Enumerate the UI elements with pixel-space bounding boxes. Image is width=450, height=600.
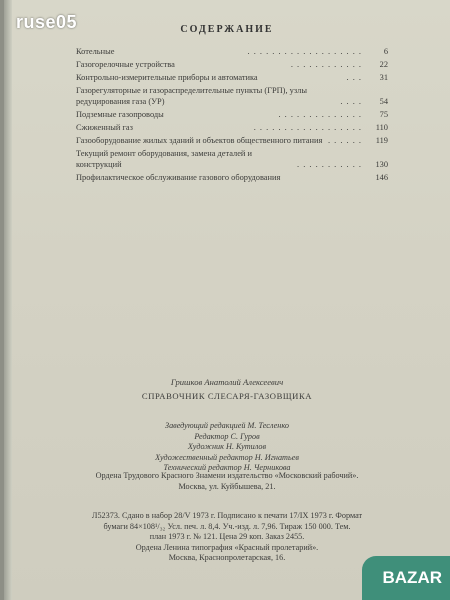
toc-entry: [76, 122, 388, 134]
toc-entry-dots: . . . . . . . . . . . . . .: [278, 110, 362, 120]
toc-entry-page: 6: [383, 47, 388, 56]
publisher-line: Ордена Трудового Красного Знамени издательство «Московский рабочий».: [95, 471, 359, 480]
toc-entry-dots: . . . . . . . . . . .: [297, 160, 362, 170]
toc-entry-text: Газооборудование жилых зданий и объектов общественного питания: [76, 135, 323, 145]
toc-title: СОДЕРЖАНИЕ: [180, 24, 274, 35]
toc-entry-dots: . . .: [346, 72, 362, 82]
book-page: [4, 0, 450, 600]
toc-entry-page: 119: [375, 135, 388, 145]
book-title: СПРАВОЧНИК СЛЕСАРЯ-ГАЗОВЩИКА: [141, 391, 313, 401]
credit-line: Художник Н. Кутилов: [187, 442, 267, 451]
toc-entry-text: Подземные газопроводы: [76, 110, 164, 120]
page-edge-shadow: [4, 0, 12, 600]
toc-entry-text: Котельные: [76, 47, 115, 56]
credit-line: Редактор С. Гуров: [194, 431, 260, 441]
publisher-info: [4, 471, 450, 492]
publisher-line: Москва, ул. Куйбышева, 21.: [178, 481, 276, 491]
toc-entry: [76, 85, 388, 108]
toc-entry: [76, 59, 388, 71]
print-line: план 1973 г. № 121. Цена 29 коп. Заказ 2455.: [149, 532, 305, 541]
toc-entry-page: 31: [379, 72, 388, 82]
toc-entry: [76, 109, 388, 121]
toc-entry: [76, 72, 388, 84]
toc-entry-text: Текущий ремонт оборудования, замена деталей и конструкций: [76, 148, 252, 170]
toc-entry-text: Газорегуляторные и газораспределительные пункты (ГРП), узлы редуцирования газа (УР): [76, 85, 307, 107]
print-line: Ордена Ленина типография «Красный пролетарий».: [135, 542, 319, 552]
toc-entry-dots: . . . . . . . . . . . . . . . . . .: [253, 122, 362, 132]
print-line: Л52373. Сдано в набор 28/V 1973 г. Подписано к печати 17/IX 1973 г. Формат: [91, 511, 363, 520]
toc-entry-dots: . . . .: [340, 97, 362, 107]
credit-line: Технический редактор Н. Черникова: [163, 463, 291, 472]
print-line: Москва, Краснопролетарская, 16.: [168, 553, 286, 562]
toc-entry-text: Газогорелочные устройства: [76, 59, 175, 69]
toc-entry-page: 110: [375, 122, 388, 132]
toc-entry: [76, 172, 388, 184]
credit-line: Заведующий редакцией М. Тесленко: [165, 421, 289, 430]
toc-entry-text: Сжиженный газ: [76, 122, 133, 132]
toc-entry-page: 130: [375, 160, 388, 170]
toc-entry-page: 22: [379, 59, 388, 69]
credit-line: Художественный редактор Н. Игнатьев: [155, 452, 299, 462]
toc-entry: [76, 148, 388, 171]
editorial-credits: [4, 421, 450, 474]
bazar-badge-label: BAZAR: [382, 568, 442, 587]
watermark-logo: ruse05: [16, 12, 78, 32]
author-name: Гришков Анатолий Алексеевич: [170, 377, 284, 387]
toc-entry-text: Профилактическое обслуживание газового оборудования: [76, 173, 281, 183]
toc-entry-page: 54: [379, 97, 388, 107]
toc-entry-dots: . . . . . .: [327, 135, 362, 145]
toc-entry: [76, 135, 388, 147]
toc-entry-text: Контрольно-измерительные приборы и автоматика: [76, 72, 258, 82]
print-line: бумаги 84×108¹/₃₂ Усл. печ. л. 8,4. Уч.-изд. л. 7,96. Тираж 150 000. Тем.: [103, 521, 351, 531]
toc-entry-page: 146: [375, 173, 388, 183]
toc-entry-dots: . . . . . . . . . . . .: [290, 59, 362, 69]
toc-entry-page: 75: [379, 110, 388, 120]
toc-entry-dots: . . . . . . . . . . . . . . . . . . .: [247, 47, 362, 56]
table-of-contents: [76, 46, 388, 185]
toc-entry: [76, 46, 388, 58]
